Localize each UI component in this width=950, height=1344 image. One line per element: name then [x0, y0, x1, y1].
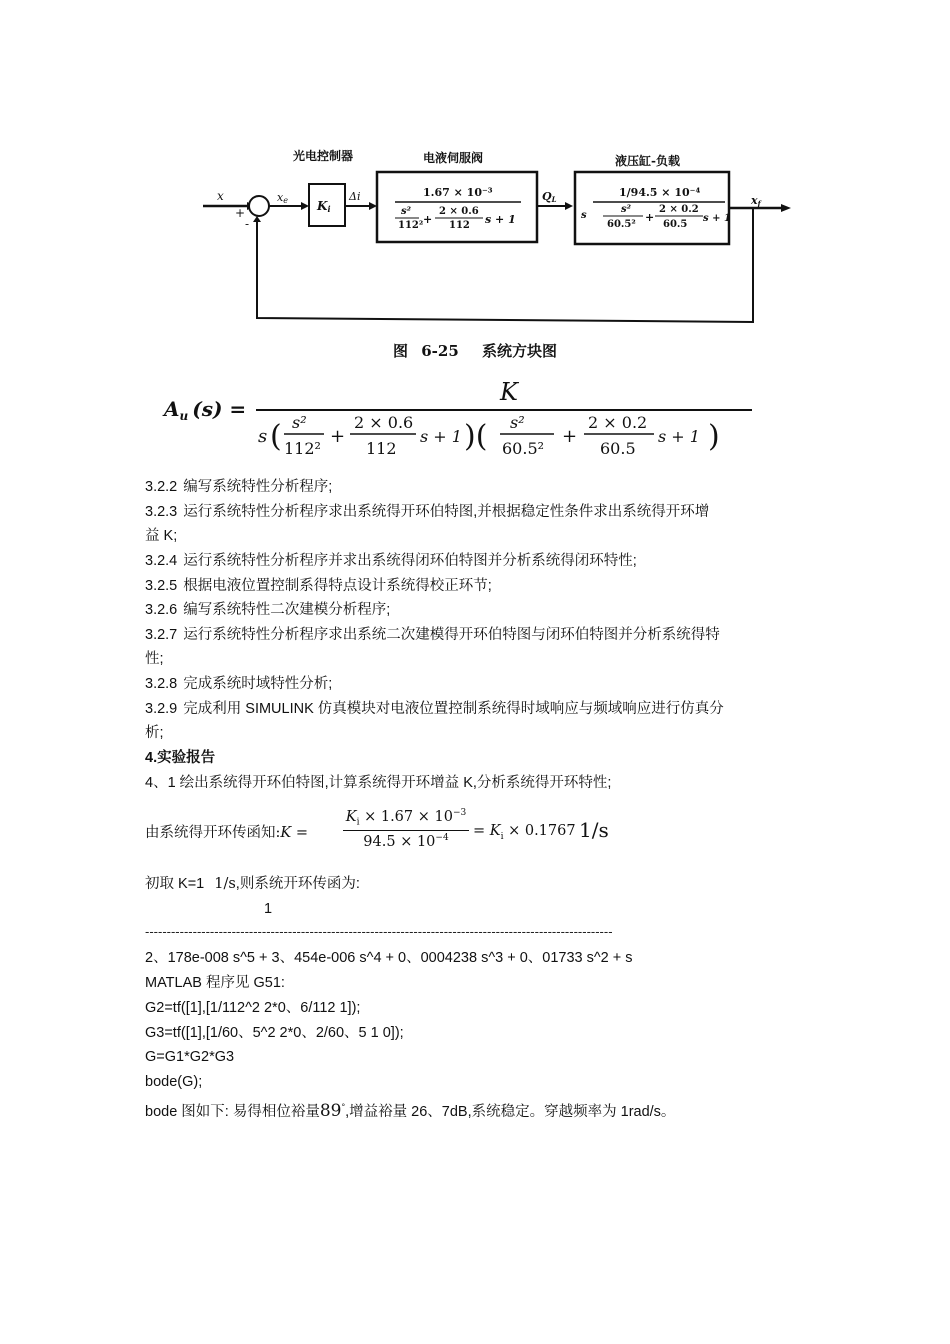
servo-numerator: 1.67 × 10⁻³	[423, 186, 493, 199]
plus-sign: +	[235, 206, 246, 220]
caption-fig: 图	[392, 342, 408, 360]
code-line-3: G=G1*G2*G3	[145, 1049, 235, 1065]
step-3-2-4: 3.2.4 运行系统特性分析程序并求出系统得闭环伯特图并分析系统得闭环特性;	[145, 553, 637, 569]
step-3-2-2: 3.2.2 编写系统特性分析程序;	[145, 479, 333, 495]
cylinder-block	[575, 172, 729, 244]
svg-text:): )	[708, 419, 720, 454]
error-signal: x	[277, 191, 284, 204]
step-3-2-7-cont: 性;	[145, 651, 164, 667]
block-diagram	[195, 120, 805, 360]
output-signal: x	[751, 194, 758, 207]
gain-block-sub: i	[327, 204, 331, 214]
gain-formula-rhs: = $K_i \times 0.1767$	[473, 823, 576, 842]
svg-text:QL	[542, 190, 557, 204]
figure-caption	[0, 340, 950, 361]
report-item-1: 4、1 绘出系统得开环伯特图,计算系统得开环增益 K,分析系统得开环特性;	[145, 775, 612, 791]
report-heading: 4.实验报告	[145, 750, 216, 766]
flow-sub: L	[551, 195, 557, 204]
formula-t4-tail: s + 1	[658, 427, 700, 446]
servo-den-tail: s + 1	[485, 213, 516, 226]
svg-text:+: +	[423, 213, 433, 226]
caption-text: 系统方块图	[482, 342, 558, 360]
code-line-4: bode(G);	[145, 1074, 203, 1090]
output-sub: f	[757, 199, 761, 208]
gain-formula-fraction: $\frac{K_i \times 1.67 \times 10^{-3}}{94.5 \times 10^{-4}}$	[343, 808, 469, 850]
gain-block-label: K	[317, 199, 328, 213]
initial-gain-line: 初取 K=1 1/s,则系统开环传函为:	[145, 876, 360, 892]
step-3-2-7: 3.2.7 运行系统特性分析程序求出系统二次建模得开环伯特图与闭环伯特图并分析系统得特	[145, 627, 720, 643]
svg-text:xe	[277, 191, 288, 205]
gain-formula-label: 由系统得开环传函知:K =	[145, 825, 308, 841]
svg-text:+: +	[645, 211, 655, 224]
code-line-1: G2=tf([1],[1/112^2 2*0、6/112 1]);	[145, 1000, 361, 1016]
servo-den-b-den: 112	[449, 220, 470, 231]
bode-conclusion: bode 图如下: 易得相位裕量89°,增益裕量 26、7dB,系统稳定。穿越频率为 1rad/s。	[145, 1100, 676, 1121]
code-line-2: G3=tf([1],[1/60、5^2 2*0、2/60、5 1 0]);	[145, 1025, 404, 1041]
tf-denominator: 2、178e-008 s^5 + 3、454e-006 s^4 + 0、0004238 s^3 + 0、01733 s^2 + s	[145, 950, 633, 966]
tf-numerator: 1	[264, 901, 273, 917]
step-3-2-8: 3.2.8 完成系统时域特性分析;	[145, 676, 333, 692]
svg-text:)(: )(	[464, 419, 488, 454]
servo-label: 电液伺服阀	[423, 151, 484, 165]
formula-t3-den: 60.5²	[502, 439, 545, 458]
svg-text:(: (	[270, 419, 282, 454]
controller-label: 光电控制器	[293, 149, 354, 163]
svg-text:xf	[750, 194, 763, 208]
formula-lhs-arg: (s) =	[192, 397, 247, 421]
formula-t1-den: 112²	[284, 439, 321, 458]
step-3-2-3-cont: 益 K;	[145, 528, 178, 544]
formula-t4-den: 60.5	[600, 439, 636, 458]
fraction-dash-line: ------------------------------------------------------------------------------------------------------------	[145, 924, 613, 939]
formula-t2-tail: s + 1	[420, 427, 462, 446]
input-signal: x	[217, 189, 224, 203]
servo-den-a-den: 112²	[398, 220, 424, 231]
cylinder-numerator: 1/94.5 × 10⁻⁴	[619, 186, 701, 199]
step-3-2-3: 3.2.3 运行系统特性分析程序求出系统得开环伯特图,并根据稳定性条件求出系统得开环增	[145, 504, 710, 520]
cyl-den-a-den: 60.5²	[607, 219, 636, 230]
gain-unit: 1/s	[579, 818, 609, 842]
cyl-den-tail: s + 1	[703, 213, 731, 224]
step-3-2-6: 3.2.6 编写系统特性二次建模分析程序;	[145, 602, 391, 618]
formula-s: s	[258, 426, 268, 447]
cyl-den-b-den: 60.5	[663, 219, 688, 230]
matlab-note: MATLAB 程序见 G51:	[145, 975, 285, 991]
open-loop-formula	[160, 378, 760, 462]
formula-lhs-sub: u	[179, 409, 189, 423]
formula-t2-num: 2 × 0.6	[354, 413, 414, 432]
formula-t2-den: 112	[366, 439, 397, 458]
current-signal: Δi	[349, 190, 361, 203]
svg-text:+: +	[562, 426, 578, 447]
step-3-2-9: 3.2.9 完成利用 SIMULINK 仿真模块对电液位置控制系统得时域响应与频域响应进行仿真分	[145, 701, 724, 717]
cyl-den-b: 2 × 0.2	[659, 204, 699, 215]
error-sub: e	[283, 196, 288, 205]
step-3-2-9-cont: 析;	[145, 725, 164, 741]
formula-t1-num: s²	[292, 413, 307, 432]
flow-signal: Q	[542, 190, 552, 203]
minus-sign: -	[245, 217, 250, 231]
caption-num: 6-25	[421, 342, 459, 360]
cyl-den-a: s²	[621, 204, 632, 215]
servo-den-b: 2 × 0.6	[439, 206, 479, 217]
formula-t4-num: 2 × 0.2	[588, 413, 648, 432]
servo-den-a: s²	[401, 206, 412, 217]
summing-junction	[249, 196, 269, 216]
step-3-2-5: 3.2.5 根据电液位置控制系得特点设计系统得校正环节;	[145, 578, 492, 594]
gain-formula	[145, 808, 645, 860]
formula-t3-num: s²	[510, 413, 525, 432]
formula-numerator: K	[500, 378, 518, 406]
cylinder-s: s	[581, 210, 587, 221]
formula-lhs: A	[164, 397, 180, 421]
svg-text:+: +	[330, 426, 346, 447]
svg-text:Au(s) =	[162, 397, 246, 423]
cylinder-label: 液压缸-负载	[615, 154, 680, 168]
